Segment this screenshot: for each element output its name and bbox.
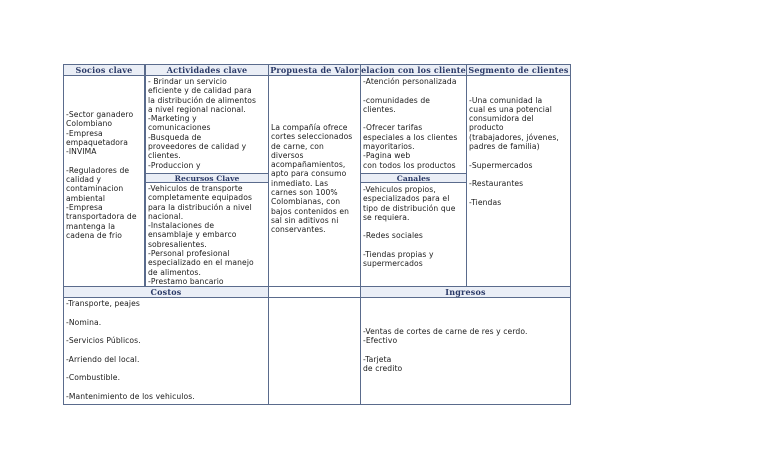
segmento-clientes-text: -Una comunidad la cual es una potencial consumidora del producto (trabajadores, jóvenes, padres de familia) -Supermercados -Restaurantes -Tiendas — [469, 95, 559, 207]
cell-ingresos — [360, 297, 571, 405]
header-costos: Costos — [63, 286, 269, 298]
header-ingresos: Ingresos — [360, 286, 571, 298]
header-relacion-clientes: elacion con los cliente — [361, 65, 466, 75]
relacion-clientes-text: -Atención personalizada -comunidades de clientes. -Ofrecer tarifas especiales a los clientes mayoritarios. -Pagina web con todos los productos — [363, 77, 458, 170]
cell-costos — [63, 297, 269, 405]
canales-text: -Vehiculos propios, especializados para el tipo de distribución que se requiera. -Redes sociales -Tiendas propias y supermercados — [363, 185, 456, 269]
cell-propuesta-valor — [268, 75, 361, 287]
header-actividades-clave: Actividades clave — [145, 64, 269, 76]
cell-segmento-clientes — [466, 75, 571, 287]
cell-socios-clave — [63, 75, 145, 287]
header-recursos-clave: Recursos Clave — [146, 173, 268, 183]
recursos-clave-text: -Vehiculos de transporte completamente equipados para la distribución a nivel nacional. -Instalaciones de ensamblaje y embarco sobresalientes. -Personal profesional especializado en el manejo de alimentos. -Prestamo bancario — [148, 184, 254, 286]
propuesta-valor-text: La compañía ofrece cortes seleccionados de carne, con diversos acompañamientos, apto para consumo inmediato. Las carnes son 100% Colombianas, con bajos contenidos en sal sin aditivos ni conservantes. — [271, 123, 353, 235]
cell-blank — [268, 297, 361, 405]
actividades-clave-text: - Brindar un servicio eficiente y de calidad para la distribución de alimentos a nivel regional nacional. -Marketing y comunicaciones -Busqueda de proveedores de calidad y clientes. -Produccion y — [148, 77, 257, 170]
header-socios-clave: Socios clave — [63, 64, 145, 76]
costos-text: -Transporte, peajes -Nomina. -Servicios Públicos. -Arriendo del local. -Combustible. -Mantenimiento de los vehiculos. — [66, 299, 195, 401]
ingresos-text: -Ventas de cortes de carne de res y cerdo. -Efectivo -Tarjeta de credito — [363, 326, 528, 374]
header-segmento-clientes: Segmento de clientes — [466, 64, 571, 76]
header-propuesta-valor: Propuesta de Valor — [268, 64, 361, 76]
cell-relacion-canales — [360, 75, 467, 287]
socios-clave-text: -Sector ganadero Colombiano -Empresa empaquetadora -INVIMA -Reguladores de calidad y contaminacion ambiental -Empresa transportadora de mantenga la cadena de frio — [66, 110, 137, 240]
cell-actividades-recursos — [145, 75, 269, 287]
header-canales: Canales — [361, 173, 466, 183]
business-model-canvas — [63, 64, 571, 405]
